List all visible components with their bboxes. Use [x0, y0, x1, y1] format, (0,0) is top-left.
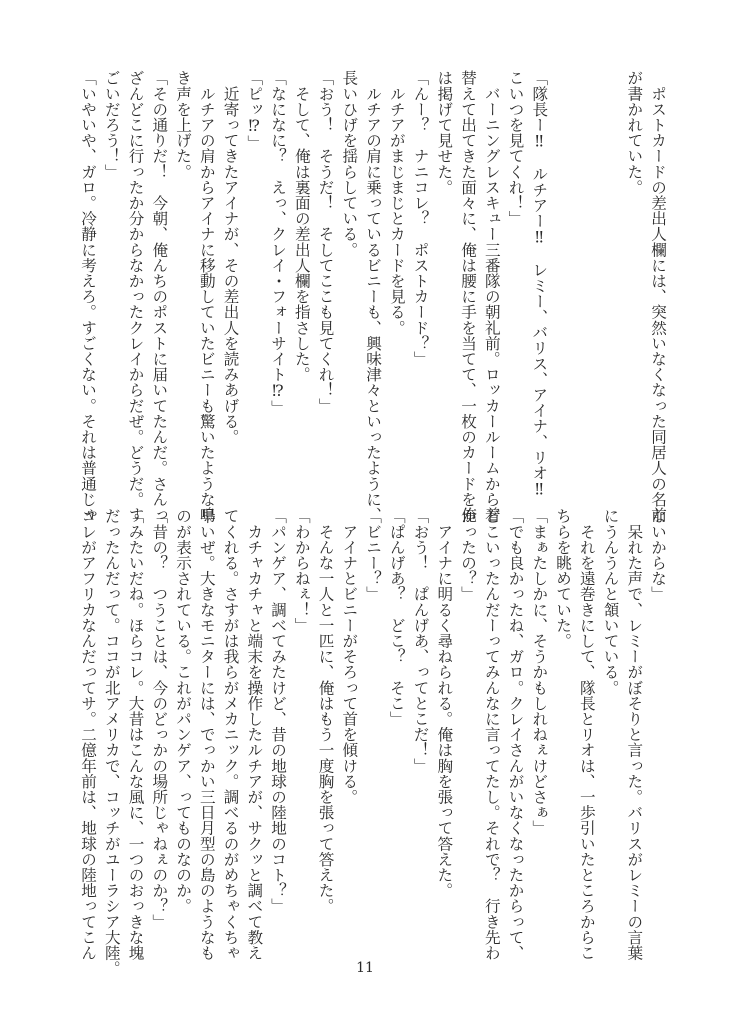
text-line: ごいだろう！」 [102, 70, 121, 180]
text-line: ちらを眺めていた。 [554, 508, 572, 649]
text-line: そんな一人と一匹に、俺はもう一度胸を張って答えた。 [316, 508, 335, 914]
text-line: 「わからねぇ！」 [292, 508, 311, 633]
text-block-upper [75, 70, 669, 523]
text-line: のが表示されている。これがパンゲア、ってものなのか。 [174, 508, 192, 914]
text-line: は掲げて見せた。 [435, 70, 454, 195]
text-line: き声を上げた。 [174, 70, 192, 180]
text-line: 「みたいだね。ほらコレ。大昔はこんな風に、一つのおっきな塊 [126, 508, 145, 961]
text-line: 長いひげを揺らしている。 [340, 70, 359, 258]
text-line: ルチアがまじまじとカードを見る。 [387, 70, 406, 336]
text-line: 「ぱんげあ？ どこ？ そこ」 [387, 508, 406, 727]
text-line: 「ビニー？」 [364, 508, 382, 602]
text-line: アイナとビニーがそろって首を傾ける。 [340, 508, 359, 805]
text-line: どこいったんだーってみんなに言ってたし。それで？ 行き先わ [482, 508, 501, 961]
text-line: バーニングレスキュー三番隊の朝礼前。ロッカールームから着 [482, 70, 501, 523]
text-line: 「まぁたしかに、そうかもしれねぇけどさぁ」 [530, 508, 549, 836]
text-line: 「でも良かったね、ガロ。クレイさんがいなくなったからって、 [506, 508, 525, 961]
text-line [574, 70, 598, 510]
text-line: にうんうんと頷いている。 [601, 508, 620, 696]
text-line [550, 70, 574, 510]
text-line: 「パンゲア、調べてみたけど、昔の地球の陸地のコト？」 [269, 508, 287, 914]
text-line: ポストカードの差出人欄には、突然いなくなった同居人の名前 [649, 70, 667, 523]
text-line: が書かれていた。 [625, 70, 644, 195]
text-line: 呆れた声で、レミーがぼそりと言った。バリスがレミーの言葉 [625, 508, 644, 961]
text-line: 「いやいや、ガロ。冷静に考えろ。すごくない。それは普通じゃ [79, 70, 97, 523]
text-line: アイナに明るく尋ねられる。俺は胸を張って答えた。 [435, 508, 454, 898]
text-line: 「昔の？ つうことは、今のどっかの場所じゃねぇのか？」 [150, 508, 169, 930]
text-line: 「おう！ そうだ！ そしてここも見てくれ！」 [316, 70, 335, 414]
text-line: 「隊長ー‼ ルチアー‼ レミー、バリス、アイナ、リオ‼ [530, 70, 549, 499]
text-line: 早いぜ。大きなモニターには、でっかい三日月型の島のようなも [197, 508, 216, 961]
text-line: ざんどこに行ったか分からなかったクレイからだぜ。どうだ。す [126, 70, 145, 523]
text-line: 近寄ってきたアイナが、その差出人を読みあげる。 [221, 70, 240, 445]
text-line: 替えて出てきた面々に、俺は腰に手を当てて、一枚のカードを俺 [459, 70, 477, 523]
page-number: 11 [356, 960, 374, 976]
text-line: ルチアの肩からアイナに移動していたビニーも驚いたような鳴 [197, 70, 216, 523]
text-line: ないからな」 [649, 508, 667, 602]
text-line: だったんだって。ココが北アメリカで、コッチがユーラシア大陸。 [102, 508, 121, 976]
text-line: それを遠巻きにして、隊長とリオは、一歩引いたところからこ [577, 508, 596, 961]
text-line: 「んー？ ナニコレ？ ポストカード？」 [411, 70, 430, 367]
text-line: 「ピッ⁉」 [245, 70, 264, 151]
text-line: コレがアフリカなんだってサ。二億年前は、地球の陸地ってこん [79, 508, 97, 961]
text-line: かったの？」 [459, 508, 477, 602]
text-line: こいつを見てくれ！」 [506, 70, 525, 226]
text-line: ルチアの肩に乗っているビニーも、興味津々といったように、 [364, 70, 382, 523]
text-line: 「なになに？ えっ、クレイ・フォーサイト⁉」 [269, 70, 287, 416]
text-line: 「その通りだ！ 今朝、俺んちのポストに届いてたんだ。さんっ [150, 70, 169, 523]
text-line: カチャカチャと端末を操作したルチアが、サクッと調べて教え [245, 508, 264, 961]
text-line: 「おう！ ぱんげあ、ってとこだ！」 [411, 508, 430, 774]
text-line [598, 70, 622, 510]
text-line: てくれる。さすがは我らがメカニック。調べるのがめちゃくちゃ [221, 508, 240, 961]
text-line: そして、俺は裏面の差出人欄を指さした。 [292, 70, 311, 382]
